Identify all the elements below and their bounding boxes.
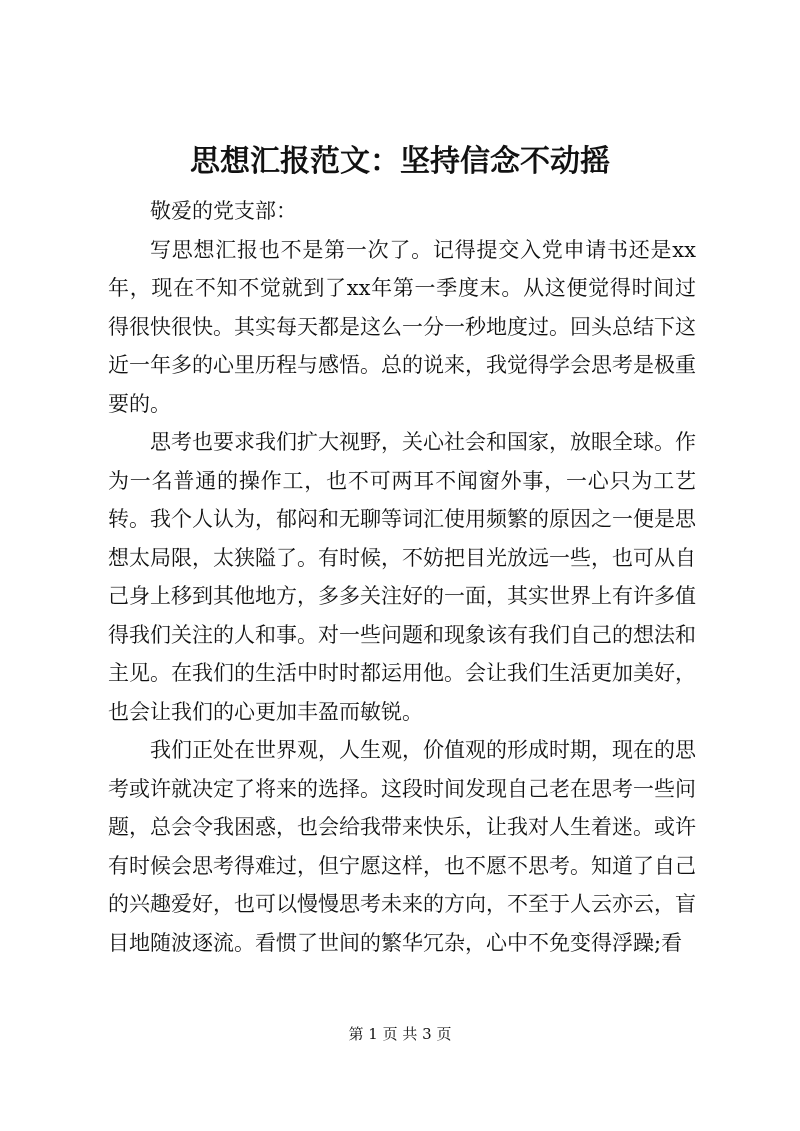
paragraph-1: 写思想汇报也不是第一次了。记得提交入党申请书还是xx年，现在不知不觉就到了xx年第一季度末。从这便觉得时间过得很快很快。其实每天都是这么一分一秒地度过。回头总结下这近一年多的心里历程与感悟。总的说来，我觉得学会思考是极重要的。: [108, 237, 696, 416]
page-number-indicator: 第 1 页 共 3 页: [348, 1025, 452, 1043]
page-footer: [0, 1024, 800, 1044]
paragraph-3: 我们正处在世界观，人生观，价值观的形成时期，现在的思考或许就决定了将来的选择。这段时间发现自己老在思考一些问题，总会令我困惑，也会给我带来快乐，让我对人生着迷。或许有时候会思考得难过，但宁愿这样，也不愿不思考。知道了自己的兴趣爱好，也可以慢慢思考未来的方向，不至于人云亦云，盲目地随波逐流。看惯了世间的繁华冗杂，心中不免变得浮躁;看: [108, 738, 696, 955]
document-title: 思想汇报范文：坚持信念不动摇: [190, 144, 610, 179]
salutation: 敬爱的党支部：: [150, 199, 297, 223]
document-body: [108, 192, 696, 962]
paragraph-2: 思考也要求我们扩大视野，关心社会和国家，放眼全球。作为一名普通的操作工，也不可两耳不闻窗外事，一心只为工艺转。我个人认为，郁闷和无聊等词汇使用频繁的原因之一便是思想太局限，太狭隘了。有时候，不妨把目光放远一些，也可从自己身上移到其他地方，多多关注好的一面，其实世界上有许多值得我们关注的人和事。对一些问题和现象该有我们自己的想法和主见。在我们的生活中时时都运用他。会让我们生活更加美好，也会让我们的心更加丰盈而敏锐。: [108, 430, 696, 724]
